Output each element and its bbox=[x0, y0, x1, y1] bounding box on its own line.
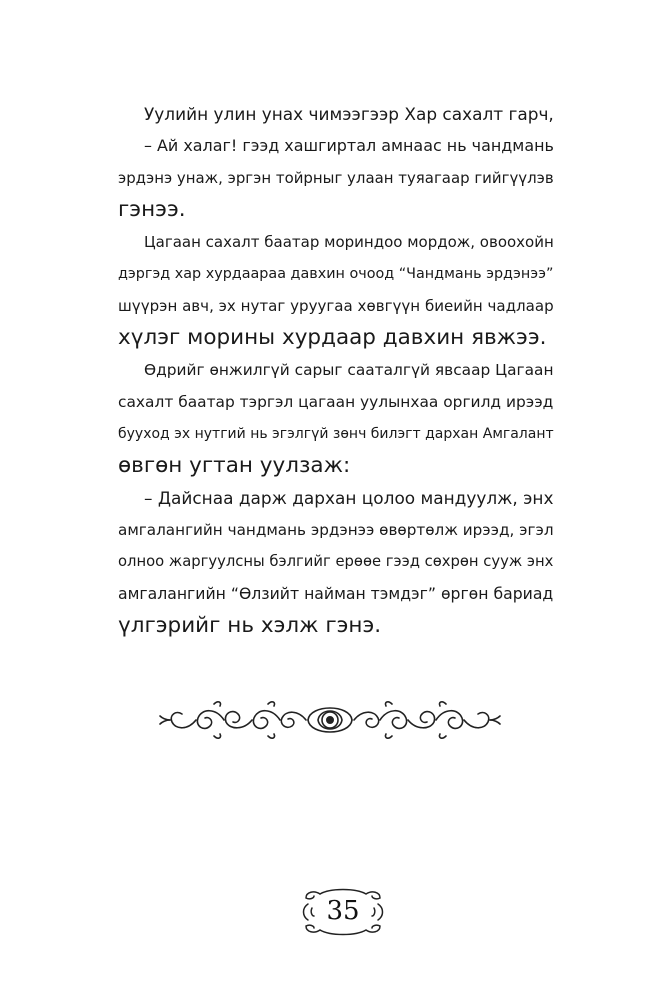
story-text bbox=[118, 98, 554, 642]
text-line: – Дайснаа дарж дархан цолоо мандуулж, энх bbox=[144, 488, 554, 508]
page-number-badge bbox=[300, 886, 386, 938]
text-line: амгалангийн чандмань эрдэнээ өвөртөлж ирээд, эгэл bbox=[118, 521, 554, 539]
text-line: эрдэнэ унаж, эргэн тойрныг улаан туяагаар гийгүүлэв bbox=[118, 169, 554, 187]
text-line: дэргэд хар хурдаараа давхин очоод “Чандмань эрдэнээ” bbox=[118, 266, 554, 282]
text-line: Цагаан сахалт баатар мориндоо мордож, овоохойн bbox=[144, 233, 554, 251]
text-line: олноо жаргуулсны бэлгийг ерөөе гээд сөхрөн сууж энх bbox=[118, 553, 554, 570]
text-line: Уулийн улин унах чимээгээр Хар сахалт гарч, bbox=[144, 104, 554, 124]
text-line: гэнээ. bbox=[118, 197, 186, 222]
text-line: хүлэг морины хурдаар давхин явжээ. bbox=[118, 325, 547, 350]
text-line: бууход эх нутгий нь эгэлгүй зөнч билэгт дархан Амгалант bbox=[118, 426, 554, 442]
text-line: Өдрийг өнжилгүй сарыг сааталгүй явсаар Цагаан bbox=[144, 361, 554, 379]
text-lines bbox=[118, 98, 554, 642]
text-line: амгалангийн “Өлзийт найман тэмдэг” өргөн бариад bbox=[118, 584, 554, 603]
text-line: өвгөн угтан уулзаж: bbox=[118, 453, 351, 478]
text-line: – Ай халаг! гээд хашгиртал амнаас нь чандмань bbox=[144, 136, 554, 155]
text-line: сахалт баатар тэргэл цагаан уулынхаа оргилд ирээд bbox=[118, 393, 554, 411]
text-line: шүүрэн авч, эх нутаг уруугаа хөвгүүн биеийн чадлаар bbox=[118, 297, 554, 315]
decorative-ornament bbox=[158, 690, 502, 750]
page-number: 35 bbox=[326, 896, 360, 926]
text-line: үлгэрийг нь хэлж гэнэ. bbox=[118, 613, 382, 638]
